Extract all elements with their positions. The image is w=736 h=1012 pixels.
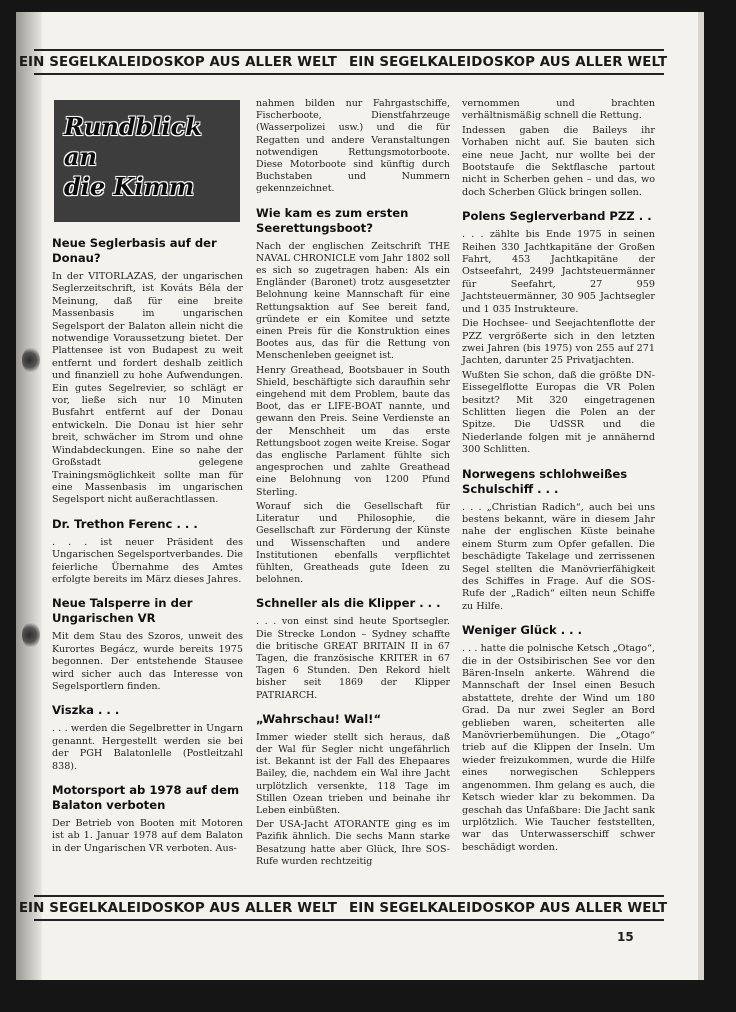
page-number: 15 [617, 930, 634, 944]
article-text: . . . „Christian Radich“, auch bei uns bestens bekannt, wäre in diesem Jahr nahe der englischen Küste beinahe einem Sturm zum Opfer gefallen. Die beschädigte Takelage und zerrissenen Segel stellten die Manövrierfähigkeit des Schiffes in Frage. Auf die SOS-Rufe der „Radich“ eilten neun Schiffe zu Hilfe. [462, 501, 655, 612]
punch-hole [22, 622, 40, 648]
banner-text: EIN SEGELKALEIDOSKOP AUS ALLER WELT [349, 900, 668, 916]
article-text: Nach der englischen Zeitschrift THE NAVAL CHRONICLE vom Jahr 1802 soll es sich so zugetragen haben: Als ein Engländer (Baronet) trotz ausgesetzter Belohnung keine Mannschaft für eine Rettungsaktion auf See bereit fand, gründete er ein Komitee und setzte einen Preis für die Konstruktion eines Bootes aus, das für die Rettung von Menschenleben geeignet ist. [256, 240, 450, 362]
article-text: Mit dem Stau des Szoros, unweit des Kurortes Begácz, wurde bereits 1975 begonnen. Der entstehende Stausee wird sicher auch das Interesse von Segelsportlern finden. [52, 631, 243, 692]
section-heading: Polens Seglerverband PZZ . . [462, 209, 652, 224]
section-heading: Weniger Glück . . . [462, 623, 583, 638]
punch-hole [22, 347, 40, 373]
article-text: Wußten Sie schon, daß die größte DN-Eissegelflotte Europas die VR Polen besitzt? Mit 320 eingetragenen Schlitten liegen die Polen an der Spitze. Die UdSSR und die Niederlande folgen mit je annähernd 300 Schlitten. [462, 369, 655, 456]
column-2 [256, 98, 450, 870]
article-text: . . . von einst sind heute Sportsegler. Die Strecke London – Sydney schaffte die britische GREAT BRITAIN II in 67 Tagen, die französische KRITER in 67 Tagen 6 Stunden. Den Rekord hielt bisher seit 1869 der Klipper PATRIARCH. [256, 616, 450, 701]
section-heading: Neue Talsperre in der Ungarischen VR [52, 596, 193, 626]
title-line: an [64, 142, 97, 171]
article-text: Der Betrieb von Booten mit Motoren ist ab 1. Januar 1978 auf dem Balaton in der Ungarischen VR verboten. Aus- [52, 818, 243, 854]
section-heading: „Wahrschau! Wal!“ [256, 711, 382, 726]
article-text: Indessen gaben die Baileys ihr Vorhaben nicht auf. Sie bauten sich eine neue Jacht, nur wollte bei der Bootstaufe die Sektflasche partout nicht in Scherben gehen – und das, wo doch Scherben Glück bringen sollen. [462, 124, 655, 198]
article-text: vernommen und brachten verhältnismäßig schnell die Rettung. [462, 98, 655, 122]
banner-text: EIN SEGELKALEIDOSKOP AUS ALLER WELT [349, 54, 668, 70]
banner-text: EIN SEGELKALEIDOSKOP AUS ALLER WELT [18, 54, 337, 70]
article-text: In der VITORLAZAS, der ungarischen Seglerzeitschrift, ist Kováts Béla der Meinung, daß für eine breite Massenbasis im ungarischen Segelsport der Balaton allein nicht die notwendige Voraussetzung bietet. Der Plattensee ist von Budapest zu weit entfernt und fordert deshalb zeitlich und finanziell zu hohe Aufwendungen. Ein gutes Segelrevier, so schlägt er vor, ließe sich nur 10 Minuten Busfahrt entfernt auf der Donau entwickeln. Die Donau ist hier sehr breit, schwächer im Strom und ohne Windabdeckungen. Eine so nahe der Großstadt gelegene Trainingsmöglichkeit sollte man für eine Massenbasis im ungarischen Segelsport nicht außerachtlassen. [52, 271, 243, 506]
title-box [54, 100, 240, 222]
title-line: die Kimm [64, 172, 195, 201]
article-text: Der USA-Jacht ATORANTE ging es im Pazifik ähnlich. Die sechs Mann starke Besatzung hatte aber Glück, Ihre SOS-Rufe wurden rechtzeitig [256, 819, 450, 867]
section-heading: Viszka . . . [52, 703, 120, 718]
article-text: . . . werden die Segelbretter in Ungarn genannt. Hergestellt werden sie bei der PGH Balatonlelle (Postleitzahl 838). [52, 723, 243, 772]
section-heading: Norwegens schlohweißes Schulschiff . . . [462, 466, 628, 496]
top-banner [18, 49, 668, 75]
article-text: nahmen bilden nur Fahrgastschiffe, Fischerboote, Dienstfahrzeuge (Wasserpolizei usw.) und die für Regatten und andere Veranstaltungen notwendigen Rettungsmotorboote. Diese Motorboote sind künftig durch Buchstaben und Nummern gekennzeichnet. [256, 98, 450, 195]
article-text: Henry Greathead, Bootsbauer in South Shield, beschäftigte sich daraufhin sehr eingehend mit dem Problem, baute das Boot, das er LIFE-BOAT nannte, und gewann den Preis. Seine Verdienste an der Menschheit um das erste Rettungsboot zogen weite Kreise. Sogar das englische Parlament fühlte sich angesprochen und zahlte Greathead eine Belohnung von 1200 Pfund Sterling. [256, 364, 450, 498]
article-text: Immer wieder stellt sich heraus, daß der Wal für Segler nicht ungefährlich ist. Bekannt ist der Fall des Ehepaares Bailey, die, nachdem ein Wal ihre Jacht urplötzlich versenkte, 118 Tage im Stillen Ozean trieben und beinahe ihr Leben einbüßten. [256, 731, 450, 816]
page-binding-shadow [16, 12, 42, 980]
section-heading: Dr. Trethon Ferenc . . . [52, 516, 198, 531]
section-heading: Motorsport ab 1978 auf dem Balaton verboten [52, 783, 240, 812]
column-1 [52, 236, 243, 857]
article-text: . . . hatte die polnische Ketsch „Otago“, die in der Ostsibirischen See vor den Bären-Inseln ankerte. Während die Mannschaft der Insel einen Besuch abstattete, drehte der Wind um 180 Grad. Da nur zwei Segler an Bord geblieben waren, scheiterten alle Manövrierbemühungen. Die „Otago“ trieb auf die Klippen der Inseln. Um wieder freizukommen, wurde die Hilfe eines norwegischen Schleppers angenommen. Ihm gelang es auch, die Ketsch wieder klar zu bekommen. Da geschah das Unfaßbare: Die Jacht sank urplötzlich. Wie Taucher feststellten, war das Unterwasserschiff schwer beschädigt worden. [462, 643, 655, 853]
article-text: Die Hochsee- und Seejachtenflotte der PZZ vergrößerte sich in den letzten zwei Jahren (bis 1975) von 255 auf 271 Jachten, darunter 25 Privatjachten. [462, 318, 655, 367]
title-line: Rundblick [64, 112, 202, 141]
section-heading: Neue Seglerbasis auf der Donau? [52, 236, 217, 265]
column-3 [462, 98, 655, 856]
article-text: Worauf sich die Gesellschaft für Literatur und Philosophie, die Gesellschaft zur Förderung der Künste und Wissenschaften und andere Institutionen ebenfalls verpflichtet fühlten, Greatheads gute Ideen zu belohnen. [256, 500, 450, 586]
article-text: . . . ist neuer Präsident des Ungarischen Segelsportverbandes. Die feierliche Übernahme des Amtes erfolgte bereits im März dieses Jahres. [52, 536, 243, 585]
section-heading: Schneller als die Klipper . . . [256, 596, 441, 611]
bottom-banner [18, 895, 668, 921]
article-text: . . . zählte bis Ende 1975 in seinen Reihen 330 Jachtkapitäne der Großen Fahrt, 453 Jachtkapitäne der Ostseefahrt, 2499 Jachtsteuermänner für Seefahrt, 27 959 Jachtsteuermänner, 30 905 Jachtsegler und 1 035 Instrukteure. [462, 229, 655, 315]
section-heading: Wie kam es zum ersten Seerettungsboot? [256, 205, 409, 235]
banner-text: EIN SEGELKALEIDOSKOP AUS ALLER WELT [18, 900, 337, 916]
